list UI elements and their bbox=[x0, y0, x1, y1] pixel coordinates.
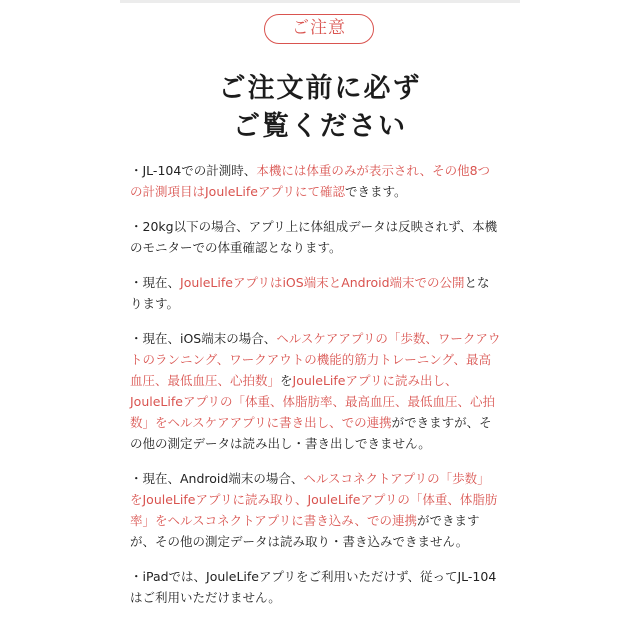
note-text: ・現在、iOS端末の場合、 bbox=[130, 331, 277, 346]
note-ipad bbox=[130, 566, 502, 608]
note-text: ・現在、Android端末の場合、 bbox=[130, 471, 304, 486]
note-highlight: ヘルスコネクトアプリの「歩数」をJouleLifeアプリに読み取り、JouleLifeアプリの「体重、体脂肪率」をヘルスコネクトアプリに書き込み、での連携 bbox=[130, 471, 498, 528]
note-highlight: 本機には体重のみが表示され、その他8つの計測項目はJouleLifeアプリにて確認 bbox=[130, 163, 491, 199]
note-text: ・JL-104での計測時、 bbox=[130, 163, 257, 178]
note-ios bbox=[130, 328, 502, 454]
notice-heading-line-1: ご注文前に必ず bbox=[218, 73, 422, 104]
note-text: ・現在、 bbox=[130, 275, 181, 290]
note-availability bbox=[130, 272, 502, 314]
note-text: ・iPadでは、JouleLifeアプリをご利用いただけず、従ってJL-104はご利用いただけません。 bbox=[130, 569, 497, 605]
note-highlight: ヘルスケアアプリの「歩数、ワークアウトのランニング、ワークアウトの機能的筋力トレーニング、最高血圧、最低血圧、心拍数」 bbox=[130, 331, 501, 388]
note-text: ができますが、その他の測定データは読み出し・書き出しできません。 bbox=[130, 415, 492, 451]
note-measurement bbox=[130, 160, 502, 202]
note-text: を bbox=[280, 373, 293, 388]
notice-badge: ご注意 bbox=[264, 14, 374, 44]
note-text: ・20kg以下の場合、アプリ上に体組成データは反映されず、本機のモニターでの体重確認となります。 bbox=[130, 219, 498, 255]
note-highlight: JouleLifeアプリはiOS端末とAndroid端末での公開 bbox=[180, 275, 465, 290]
notice-list bbox=[130, 160, 502, 622]
note-under-20kg bbox=[130, 216, 502, 258]
notice-heading-line-2: ご覧ください bbox=[233, 111, 407, 142]
note-text: できます。 bbox=[344, 184, 407, 199]
note-text: ができますが、その他の測定データは読み取り・書き込みできません。 bbox=[130, 513, 480, 549]
note-text: となります。 bbox=[130, 275, 490, 311]
note-android bbox=[130, 468, 502, 552]
top-divider bbox=[120, 0, 520, 3]
note-highlight: JouleLifeアプリに読み出し、JouleLifeアプリの「体重、体脂肪率、最高血圧、最低血圧、心拍数」をヘルスケアアプリに書き出し、での連携 bbox=[130, 373, 495, 430]
